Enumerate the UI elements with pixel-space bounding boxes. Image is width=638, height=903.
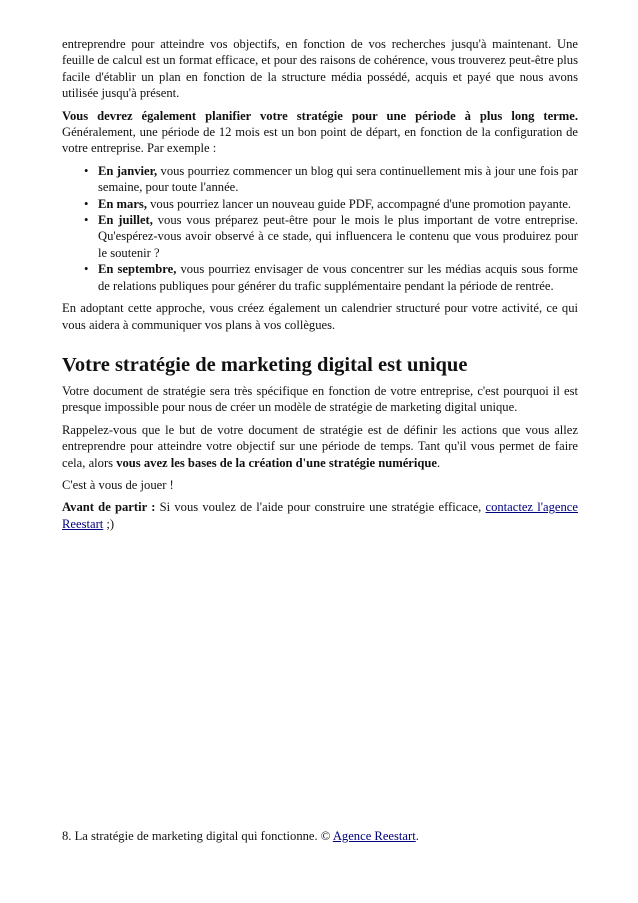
list-item-lead: En septembre,: [98, 262, 177, 277]
planning-bold-text: Vous devrez également planifier votre stratégie pour une période à plus long terme.: [62, 108, 578, 123]
reminder-text: Rappelez-vous que le but de votre document de stratégie est de définir les actions que vous allez entreprendre pour atteindre votre objectif sur une période de temps. Tant qu'il vous permet de faire cela, alors: [62, 422, 578, 470]
bullet-icon: •: [84, 213, 89, 228]
before-leaving-end: ;): [103, 516, 115, 531]
list-item: [84, 212, 578, 261]
before-leaving-label: Avant de partir :: [62, 500, 156, 515]
list-item-lead: En juillet,: [98, 213, 153, 228]
your-turn-paragraph: C'est à vous de jouer !: [62, 477, 174, 492]
planning-text: Généralement, une période de 12 mois est un bon point de départ, en fonction de la configuration de votre entreprise. Par exemple :: [62, 125, 578, 156]
list-item: [84, 196, 578, 212]
bullet-icon: •: [84, 196, 89, 211]
reminder-end: .: [436, 455, 441, 470]
bullet-icon: •: [84, 163, 89, 178]
page-footer: [62, 828, 578, 844]
list-item-text: vous pourriez lancer un nouveau guide PDF, accompagné d'une promotion payante.: [146, 196, 572, 211]
list-item-text: vous pourriez envisager de vous concentrer sur les médias acquis sous forme de relations publiques pour générer du trafic supplémentaire pendant la période de rentrée.: [98, 262, 578, 293]
list-item-text: vous vous préparez peut-être pour le mois le plus important de votre entreprise. Qu'espérez-vous avoir observé à ce stade, qui influencera le contenu que vous produirez pour le soutenir ?: [98, 213, 578, 260]
list-item: [84, 261, 578, 294]
intro-paragraph: entreprendre pour atteindre vos objectifs, en fonction de vos recherches jusqu'à maintenant. Une feuille de calcul est un format efficace, et pour des raisons de cohérence, vous trouverez peut-être plus facile d'établir un plan en fonction de la structure média possédé, acquis et payé que nous avons utilisée jusqu'à présent.: [62, 37, 578, 101]
reminder-paragraph: [62, 422, 578, 471]
list-item-lead: En mars,: [98, 196, 147, 211]
approach-paragraph: En adoptant cette approche, vous créez également un calendrier structuré pour votre activité, ce qui vous aidera à communiquer vos plans à vos collègues.: [62, 301, 578, 332]
reminder-bold-text: vous avez les bases de la création d'une stratégie numérique: [116, 455, 437, 470]
strategy-paragraph: Votre document de stratégie sera très spécifique en fonction de votre entreprise, c'est pourquoi il est presque impossible pour nous de créer un modèle de stratégie de marketing digital unique.: [62, 383, 578, 415]
bullet-icon: •: [84, 262, 89, 277]
before-leaving-paragraph: [62, 499, 578, 532]
list-item-lead: En janvier,: [98, 163, 158, 178]
month-list: [62, 163, 578, 294]
footer-agency-link[interactable]: Agence Reestart: [332, 829, 416, 843]
section-heading: Votre stratégie de marketing digital est unique: [62, 353, 468, 376]
document-page: [62, 36, 578, 538]
footer-text: 8. La stratégie de marketing digital qui fonctionne. ©: [62, 829, 333, 843]
contact-agency-link[interactable]: contactez l'agence Reestart: [62, 500, 578, 531]
footer-end: .: [415, 829, 419, 843]
planning-paragraph: [62, 108, 578, 157]
list-item: [84, 163, 579, 196]
list-item-text: vous pourriez commencer un blog qui sera continuellement mis à jour une fois par semaine, pour toute l'année.: [98, 163, 579, 195]
before-leaving-text: Si vous voulez de l'aide pour construire une stratégie efficace,: [155, 500, 486, 515]
